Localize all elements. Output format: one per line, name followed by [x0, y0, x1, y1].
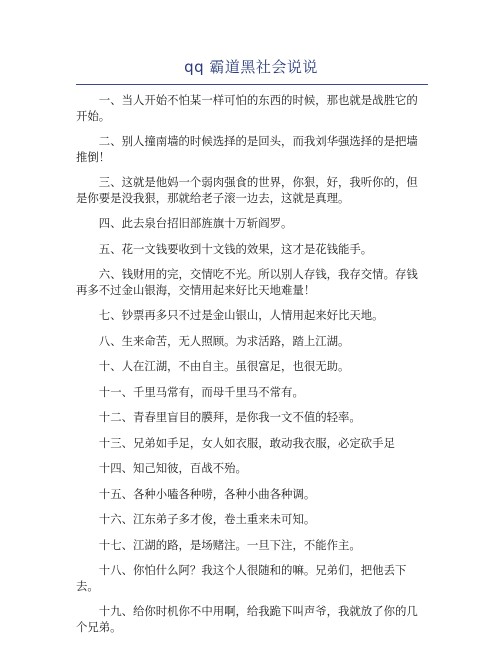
paragraph: 十六、江东弟子多才俊，卷土重来未可知。 — [98, 512, 316, 526]
paragraph: 五、花一文钱要收到十文钱的效果，这才是花钱能手。 — [98, 241, 373, 256]
paragraph: 三、这就是他妈一个弱肉强食的世界，你狠，好，我听你的，但是你要是没我狠，那就给老子滚一边去，这就是真理。 — [76, 175, 418, 205]
paragraph: 十九、给你时机你不中用啊，给我跪下叫声爷，我就放了你的几个兄弟。 — [76, 604, 418, 634]
paragraph: 二、别人撞南墙的时候选择的是回头，而我刘华强选择的是把墙推倒！ — [76, 134, 418, 164]
paragraph: 八、生来命苦，无人照顾。为求活路，踏上江湖。 — [98, 333, 350, 348]
paragraph: 十八、你怕什么阿？我这个人很随和的嘛。兄弟们，把他丢下去。 — [76, 563, 407, 593]
paragraph: 十一、千里马常有，而母千里马不常有。 — [98, 384, 304, 399]
paragraph: 六、钱财用的完，交情吃不光。所以别人存钱，我存交情。存钱再多不过金山银海，交情用起来好比天地难量！ — [76, 267, 418, 297]
paragraph: 十四、知己知彼，百战不殆。 — [98, 461, 247, 475]
paragraph: 四、此去泉台招旧部旌旗十万斩阎罗。 — [98, 216, 293, 230]
title-divider — [76, 84, 428, 85]
paragraph: 一、当人开始不怕某一样可怕的东西的时候，那也就是战胜它的开始。 — [76, 93, 418, 123]
document-title: qq 霸道黑社会说说 — [184, 58, 318, 76]
paragraph: 七、钞票再多只不过是金山银山，人情用起来好比天地。 — [98, 308, 384, 322]
paragraph: 十三、兄弟如手足，女人如衣服，敢动我衣服，必定砍手足 — [98, 435, 395, 450]
paragraph: 十、人在江湖，不由自主。虽很富足，也很无助。 — [98, 359, 350, 373]
paragraph: 十五、各种小嗑各种唠，各种小曲各种调。 — [98, 486, 316, 501]
paragraph: 十七、江湖的路，是场赌注。一旦下注，不能作主。 — [98, 537, 361, 552]
paragraph: 十二、青春里盲目的膜拜，是你我一文不值的轻率。 — [98, 410, 361, 424]
document-body — [76, 93, 428, 645]
